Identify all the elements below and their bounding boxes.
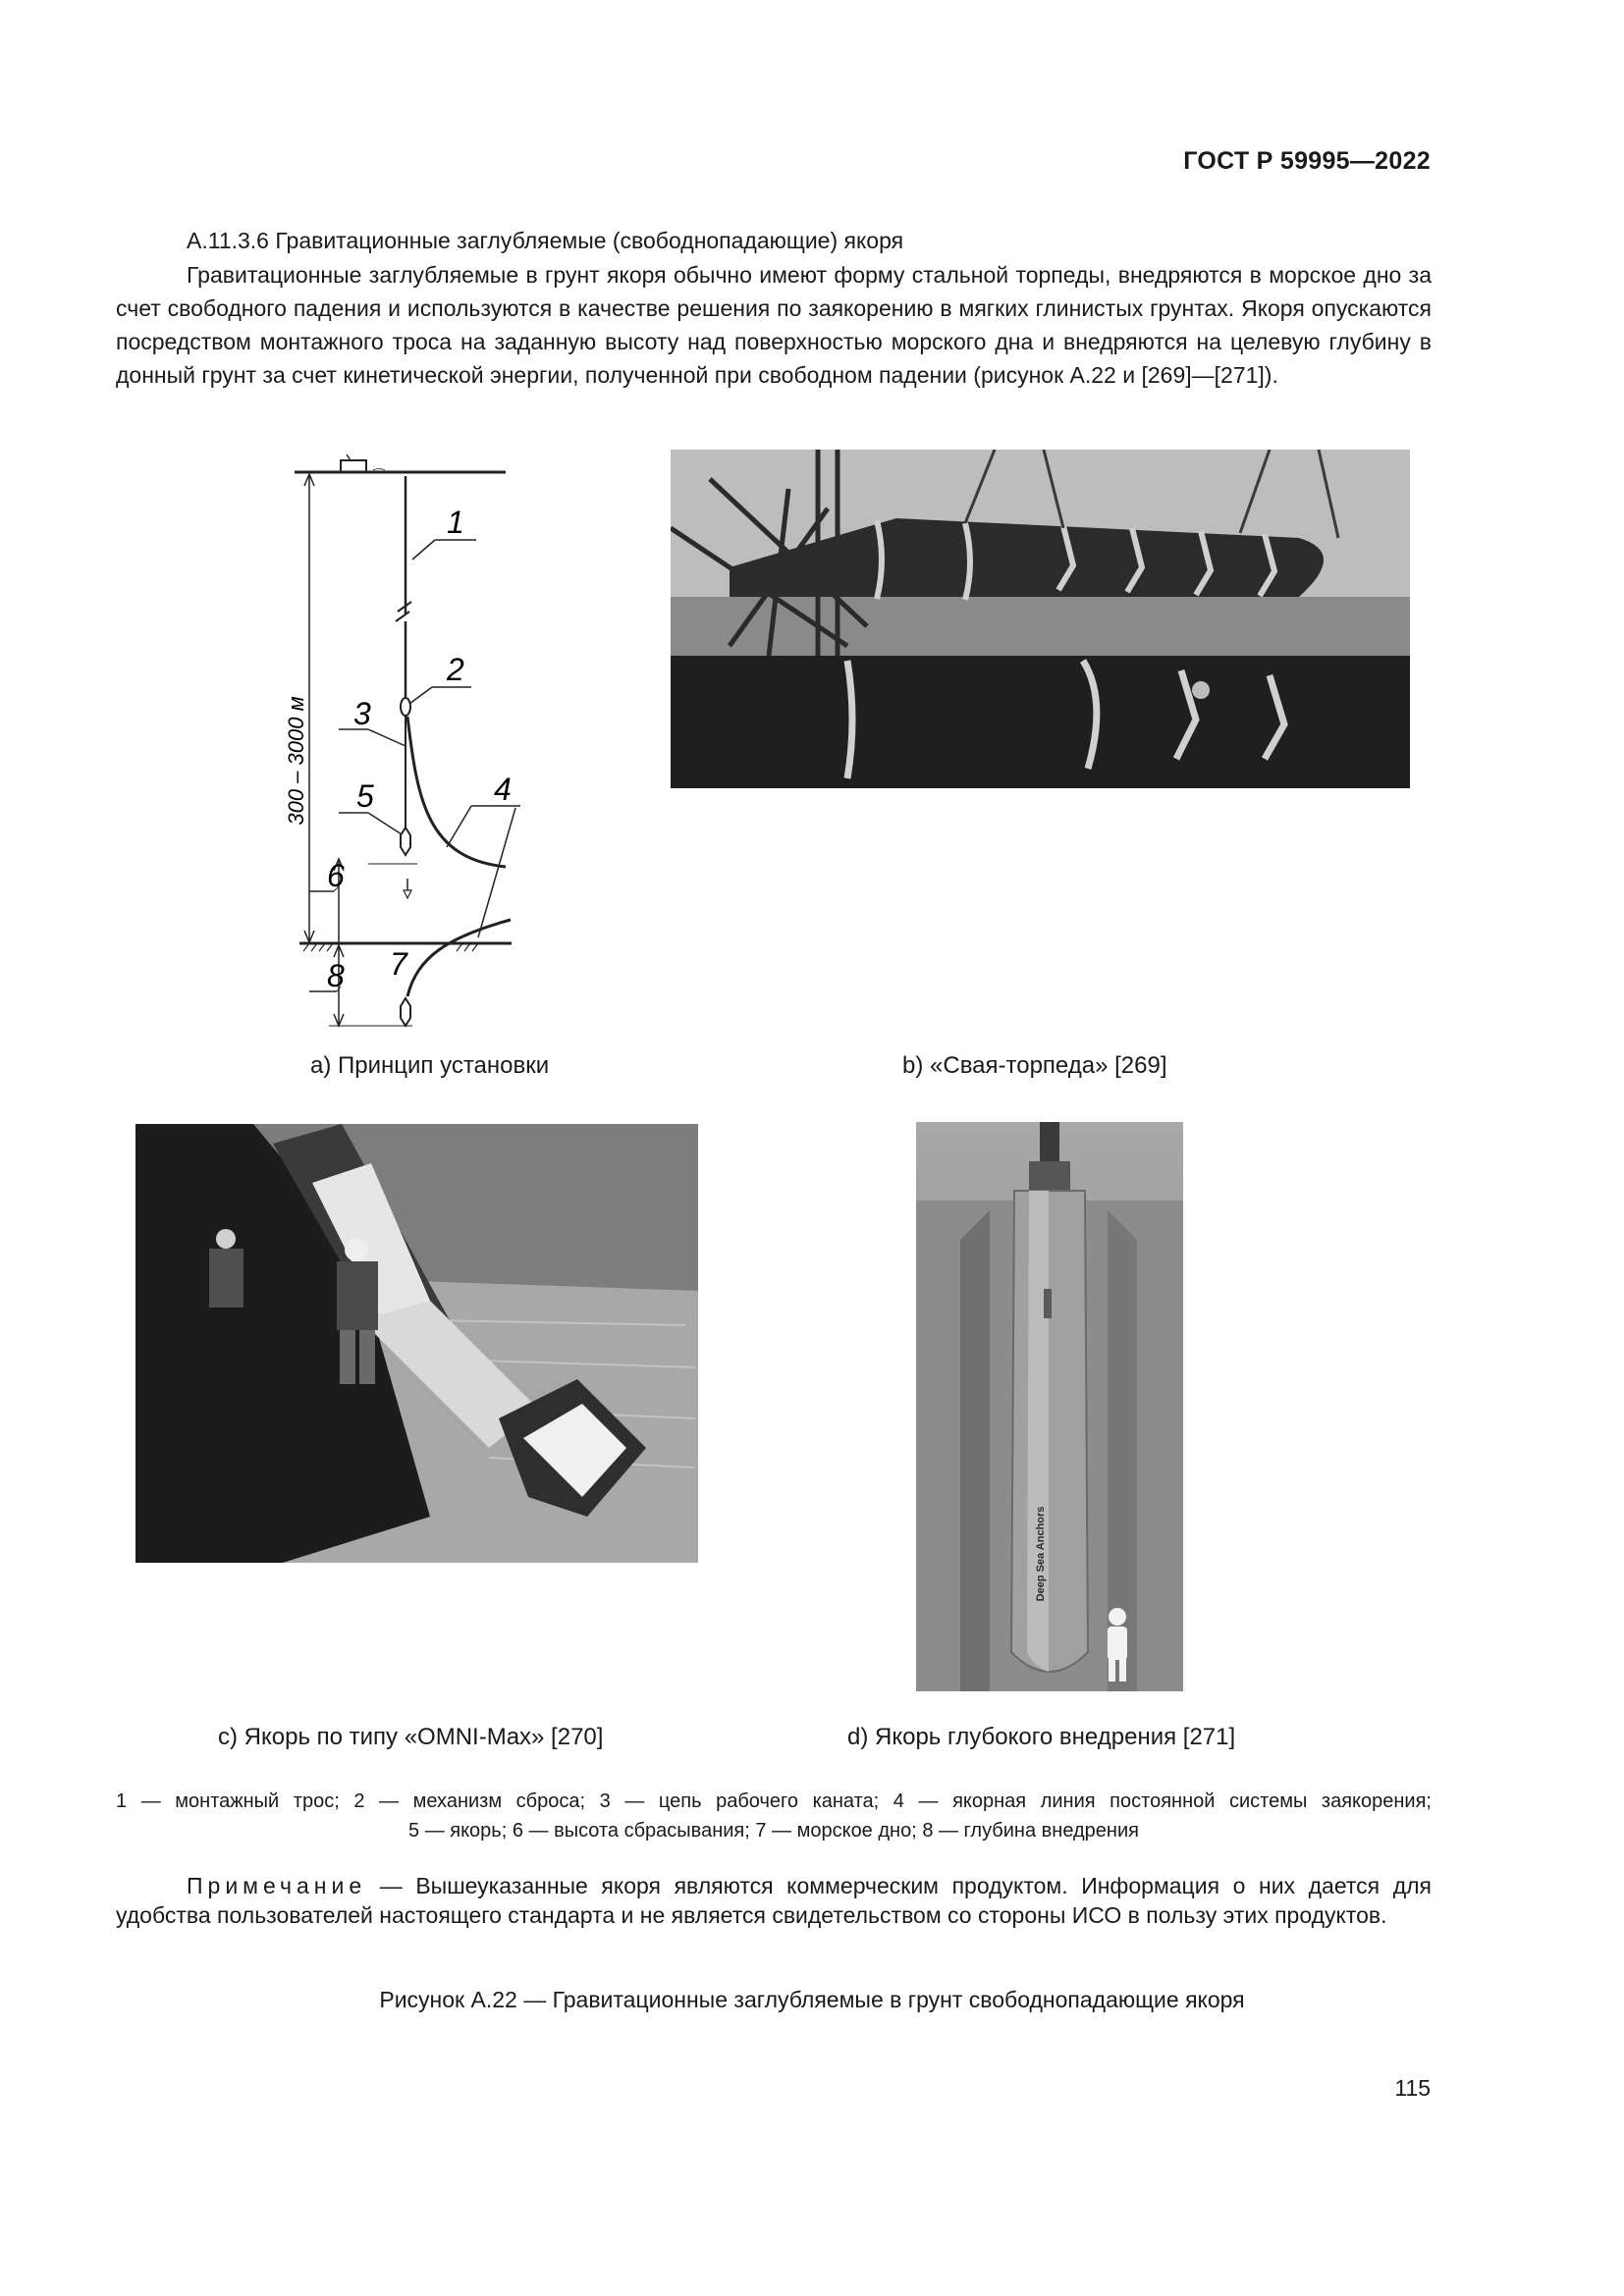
callout-3: 3 [353, 696, 371, 731]
caption-a: а) Принцип установки [310, 1052, 550, 1079]
depth-label: 300 – 3000 м [284, 696, 308, 826]
caption-c: с) Якорь по типу «OMNI-Max» [270] [218, 1724, 604, 1750]
callout-5: 5 [356, 778, 374, 814]
figure-legend [116, 1787, 1432, 1845]
deep-penetration-anchor-image [916, 1122, 1183, 1691]
legend-line-1: 1 — монтажный трос; 2 — механизм сброса; 3 — цепь рабочего каната; 4 — якорная линия постоянной системы заякорения; [116, 1790, 1432, 1812]
callout-4: 4 [494, 772, 512, 807]
callout-8: 8 [327, 958, 345, 993]
note-text: — Вышеуказанные якоря являются коммерческим продуктом. Информация о них дается для удобства пользователей настоящего стандарта и не является свидетельством со стороны ИСО в пользу этих продуктов. [116, 1873, 1432, 1928]
callout-6: 6 [327, 858, 345, 893]
torpedo-pile-photo [671, 450, 1410, 788]
figure-caption: Рисунок А.22 — Гравитационные заглубляемые в грунт свободнопадающие якоря [379, 1987, 1245, 2012]
note-label: Примечание [187, 1873, 367, 1898]
body-paragraph-text: Гравитационные заглубляемые в грунт якоря обычно имеют форму стальной торпеды, внедряются в морское дно за счет свободного падения и используются в качестве решения по заякорению в мягких глинистых грунтах. Якоря опускаются посредством монтажного троса на заданную высоту над поверхностью морского дна и внедряются на целевую глубину в донный грунт за счет кинетической энергии, полученной при свободном падении (рисунок А.22 и [269]—[271]). [116, 262, 1432, 388]
document-id: ГОСТ Р 59995—2022 [1183, 147, 1431, 175]
omni-max-anchor-photo [135, 1124, 698, 1563]
caption-b: b) «Свая-торпеда» [269] [902, 1052, 1167, 1079]
callout-2: 2 [447, 652, 464, 687]
callout-1: 1 [447, 505, 464, 540]
page-number: 115 [1394, 2075, 1431, 2101]
callout-7: 7 [390, 946, 407, 982]
body-paragraph [116, 258, 1432, 392]
legend-line-2: 5 — якорь; 6 — высота сбрасывания; 7 — морское дно; 8 — глубина внедрения [408, 1820, 1139, 1842]
installation-diagram [280, 447, 525, 1036]
caption-d: d) Якорь глубокого внедрения [271] [847, 1724, 1236, 1750]
note-block [116, 1871, 1432, 1930]
anchor-brand-label: Deep Sea Anchors [1035, 1506, 1047, 1602]
section-title: А.11.3.6 Гравитационные заглубляемые (свободнопадающие) якоря [187, 228, 904, 253]
